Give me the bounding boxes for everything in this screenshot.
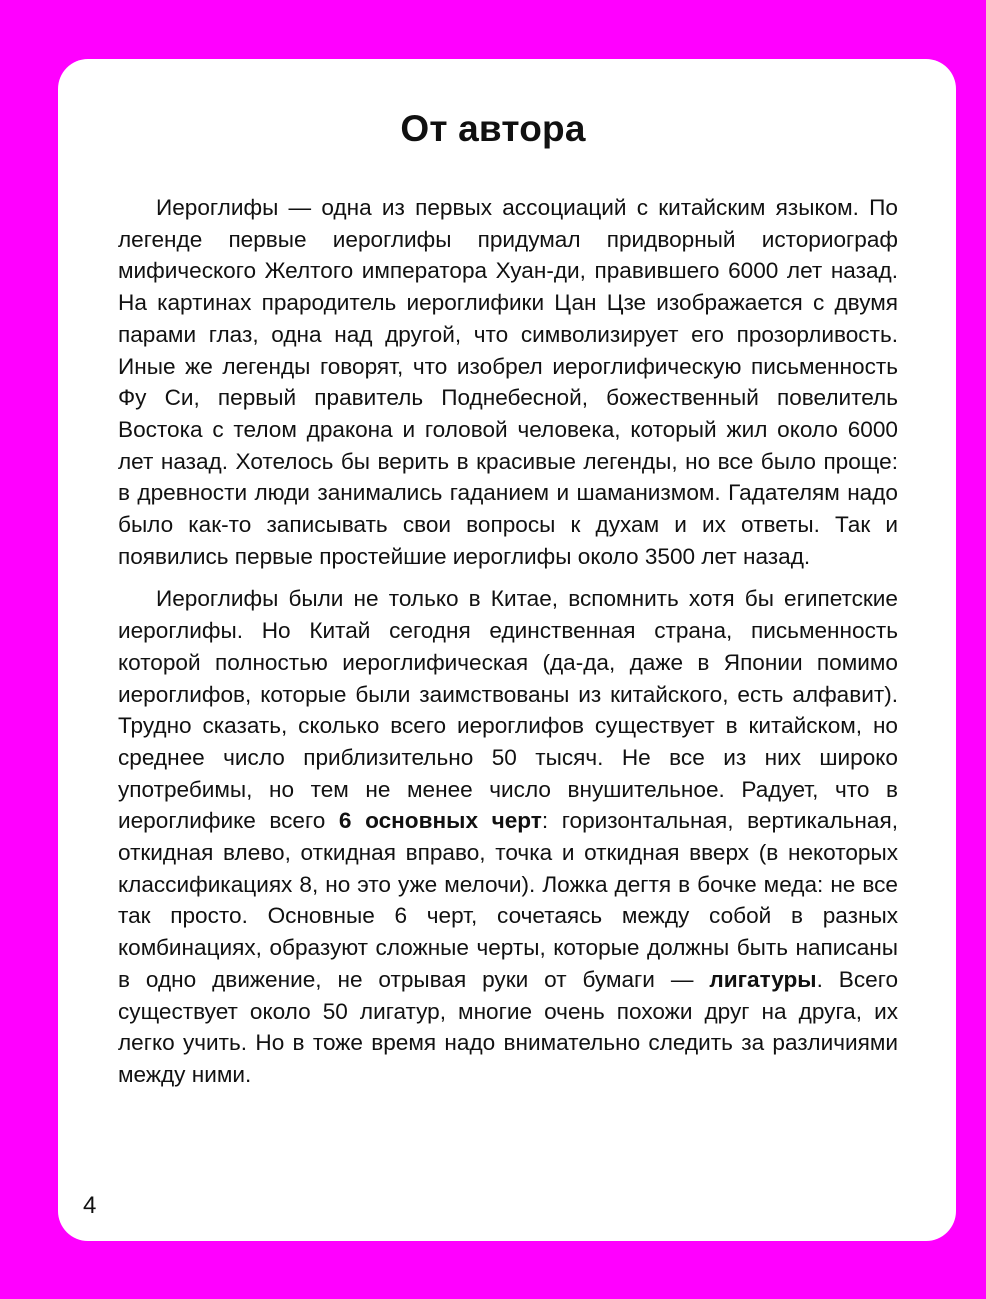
page-title: От автора	[400, 108, 586, 149]
paragraph-2-text-3: . Всего существует около 50 лигатур, многие очень похожи друг на друга, их легко учить. Но в тоже время надо внимательно следить за различиями между ними.	[118, 966, 899, 1087]
paragraph-1	[118, 192, 898, 572]
body-text	[118, 192, 898, 1091]
term-basic-strokes: 6 основных черт	[338, 808, 542, 834]
paragraph-2-text-1: Иероглифы были не только в Китае, вспомнить хотя бы египетские иероглифы. Но Китай сегодня единственная страна, письменность которой полностью иероглифическая (да-да, даже в Японии помимо иероглифов, которые были заимствованы из китайского, есть алфавит). Трудно сказать, сколько всего иероглифов существует в китайском, но среднее число приблизительно 50 тысяч. Не все из них широко употребимы, но тем не менее число внушительное. Радует, что в иероглифике всего	[118, 586, 898, 834]
paragraph-2	[118, 583, 898, 1090]
paragraph-1-text: Иероглифы — одна из первых ассоциаций с китайским языком. По легенде первые иероглифы придумал придворный историограф мифического Желтого императора Хуан-ди, правившего 6000 лет назад. На картинах прародитель иероглифики Цан Цзе изображается с двумя парами глаз, одна над другой, что символизирует его прозорливость. Иные же легенды говорят, что изобрел иероглифическую письменность Фу Си, первый правитель Поднебесной, божественный повелитель Востока с телом дракона и головой человека, который жил около 6000 лет назад. Хотелось бы верить в красивые легенды, но все было проще: в древности люди занимались гаданием и шаманизмом. Гадателям надо было как-то записывать свои вопросы к духам и их ответы. Так и появились первые простейшие иероглифы около 3500 лет назад.	[118, 195, 898, 569]
term-ligatures: лигатуры	[709, 966, 817, 992]
paragraph-2-text-2: : горизонтальная, вертикальная, откидная влево, откидная вправо, точка и откидная вверх (в некоторых классификациях 8, но это уже мелочи). Ложка дегтя в бочке меда: не все так просто. Основные 6 черт, сочетаясь между собой в разных комбинациях, образуют сложные черты, которые должны быть написаны в одно движение, не отрывая руки от бумаги —	[118, 808, 898, 992]
page-number: 4	[83, 1192, 97, 1219]
